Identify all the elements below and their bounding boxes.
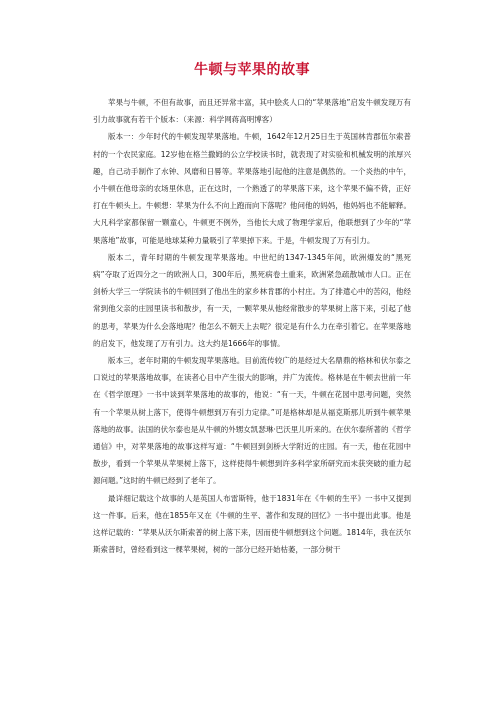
document-title: 牛顿与苹果的故事 [194,62,310,78]
paragraph-detailed-record: 最详细记载这个故事的人是英国人布雷斯特，他于1831年在《牛顿的生平》一书中又提到这一件事。后来，他在1855年又在《牛顿的生平、著作和发现的回忆》一书中提出此事。他是这样记载的：“苹果从沃尔斯索普的树上落下来，因而使牛顿想到这个问题。1814年，我在沃尔斯索普时，曾经看到这一棵苹果树，树的一部分已经开始枯萎，一部分树干 [93,493,411,555]
paragraph-version-one: 版本一：少年时代的牛顿发现苹果落地。牛顿，1642年12月25日生于英国林肯郡伍尔索普村的一个农民家庭。12岁他在格兰撒姆的公立学校读书时，就表现了对实验和机械发明的浓厚兴趣，自己动手制作了水钟、风磨和日晷等。苹果落地引起他的注意是偶然的。一个炎热的中午，小牛顿在他母亲的农场里休息，正在这时，一个熟透了的苹果落下来，这个苹果不偏不倚，正好打在牛顿头上。牛顿想：苹果为什么不向上跑而向下落呢？他问他的妈妈，他妈妈也不能解释。大凡科学家都保留一颗童心，牛顿更不例外，当他长大成了物理学家后，他联想到了少年的“苹果落地”故事，可能是地球某种力量吸引了苹果掉下来。于是，牛顿发现了万有引力。 [93,132,411,245]
document-page [93,60,411,558]
paragraph-intro: 苹果与牛顿，不但有故事，而且还异常丰富，其中脍炙人口的“苹果落地”启发牛顿发现万有引力故事就有若干个版本：（来源：科学网蒋高明博客） [93,98,411,125]
paragraph-version-two: 版本二，青年时期的牛顿发现苹果落地。中世纪的1347-1345年间，欧洲爆发的“黑死病”夺取了近四分之一的欧洲人口，300年后，黑死病卷土重来，欧洲紧急疏散城市人口。正在剑桥大学三一学院读书的牛顿回到了他出生的家乡林肯郡的小村庄。为了排遣心中的苦闷，他经常到他父亲的庄园里读书和散步，有一天，一颗苹果从他经常散步的苹果树上落下来，引起了他的思考，苹果为什么会落地呢？他怎么不朝天上去呢？很定是有什么力在牵引着它。在苹果落地的启发下，他发现了万有引力。这大约是1666年的事情。 [93,252,411,348]
paragraph-version-three: 版本三，老年时期的牛顿发现苹果落地。目前流传较广的是经过大名鼎鼎的格林和伏尔泰之口说过的苹果落地故事，在读者心目中产生很大的影响，并广为流传。格林是在牛顿去世前一年在《哲学原理》一书中谈到苹果落地的故事的，他说：“有一天，牛顿在花园中思考问题，突然有一个苹果从树上落下，使得牛顿想到万有引力定律。”可是格林却是从福克斯那儿听到牛顿苹果落地的故事。法国的伏尔泰也是从牛顿的外甥女凯瑟琳·巴沃里儿听来的。在伏尔泰所著的《哲学通信》中，对苹果落地的故事这样写道：“牛顿回到剑桥大学附近的庄园。有一天，他在花园中散步，看到一个苹果从苹果树上落下，这样使得牛顿想到许多科学家所研究而未获突破的重力起源问题。”这时的牛顿已经到了老年了。 [93,356,411,486]
